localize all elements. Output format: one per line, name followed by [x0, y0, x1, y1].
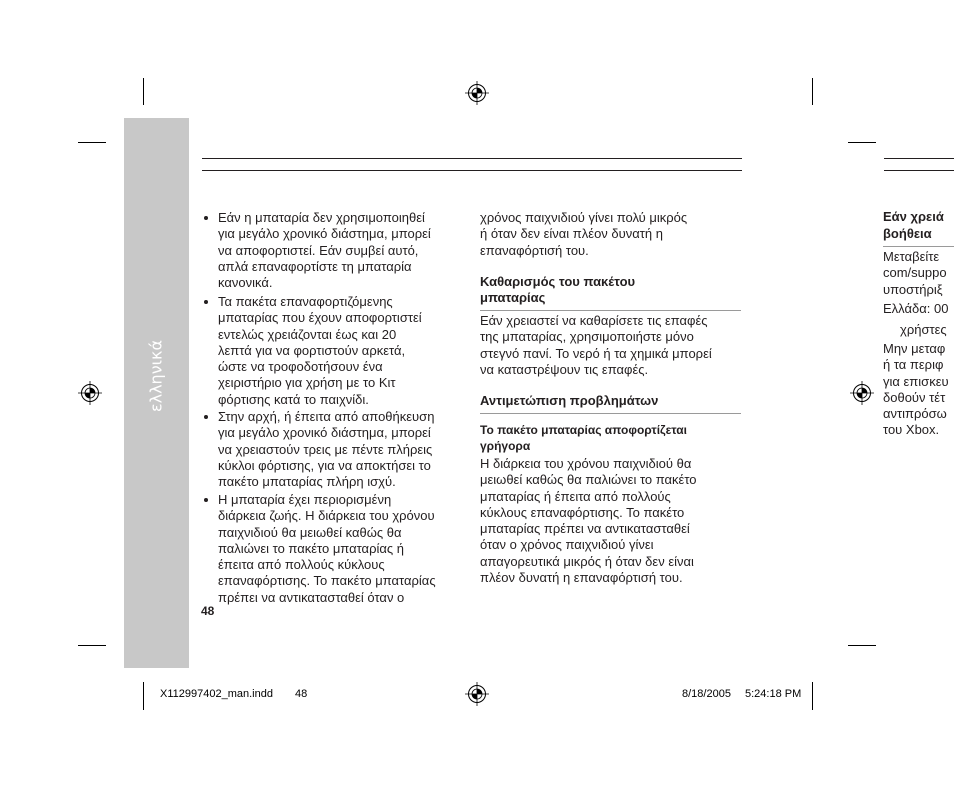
text-line: μπαταρίας πρέπει να αντικατασταθεί — [480, 521, 690, 537]
subheading-line: γρήγορα — [480, 439, 531, 453]
bullet-icon — [204, 415, 208, 419]
bullet-icon — [204, 216, 208, 220]
text-line: κύκλοι φόρτισης, για να αποκτήσει το — [218, 457, 431, 473]
heading-line: μπαταρίας — [480, 290, 546, 306]
section-divider — [480, 413, 741, 414]
section-divider — [480, 310, 741, 311]
text-line: εντελώς χρειάζονται έως και 20 — [218, 326, 397, 342]
crop-mark — [143, 78, 144, 105]
crop-mark — [848, 142, 876, 143]
text-line: για μεγάλο χρονικό διάστημα, μπορεί — [218, 425, 431, 441]
registration-mark-icon — [849, 380, 875, 406]
text-line: ή όταν δεν είναι πλέον δυνατή η — [480, 226, 663, 242]
text-line: παιχνιδιού θα μειωθεί καθώς θα — [218, 524, 402, 540]
slug-time: 5:24:18 PM — [745, 688, 802, 700]
registration-mark-icon — [77, 380, 103, 406]
page-number: 48 — [201, 604, 215, 618]
text-line: χειριστήριο για χρήση με το Κιτ — [218, 375, 396, 391]
bullet-item — [218, 294, 422, 408]
crop-mark — [848, 645, 876, 646]
text-line: com/suppo — [883, 265, 947, 280]
crop-mark — [812, 78, 813, 105]
text-line: Η διάρκεια του χρόνου παιχνιδιού θα — [480, 456, 692, 471]
text-line: Μην μεταφ — [883, 341, 946, 356]
text-line: του Xbox. — [883, 422, 940, 437]
continued-paragraph — [480, 210, 687, 259]
crop-mark — [78, 645, 106, 646]
text-line: ώστε να τροφοδοτήσουν ένα — [218, 359, 383, 375]
text-line: για μεγάλο χρονικό διάστημα, μπορεί — [218, 226, 431, 242]
bullet-item — [218, 492, 436, 606]
section-divider — [883, 246, 954, 247]
text-line: Στην αρχή, ή έπειτα από αποθήκευση — [218, 409, 435, 424]
text-line: κύκλους επαναφόρτισης. Το πακέτο — [480, 504, 685, 520]
text-line: διάρκεια ζωής. Η διάρκεια του χρόνου — [218, 508, 435, 524]
bullet-icon — [204, 498, 208, 502]
text-line: έπειτα από πολλούς κύκλους — [218, 557, 385, 573]
text-line: της μπαταρίας, χρησιμοποιήστε μόνο — [480, 329, 694, 345]
text-line: χρόνος παιχνιδιού γίνει πολύ μικρός — [480, 210, 688, 225]
text-line: μπαταρίας ή έπειτα από πολλούς — [480, 488, 671, 504]
language-tab-label: ελληνικά — [146, 339, 166, 413]
next-page-column — [883, 200, 954, 460]
crop-mark — [143, 682, 144, 710]
subheading — [480, 422, 687, 454]
text-line: όταν ο χρόνος παιχνιδιού γίνει — [480, 537, 654, 553]
bullet-icon — [204, 300, 208, 304]
slug-date: 8/18/2005 — [682, 688, 731, 700]
text-line: χρήστες — [900, 322, 947, 337]
text-line: πακέτο μπαταρίας πλήρη ισχύ. — [218, 474, 396, 490]
text-line: Εάν η μπαταρία δεν χρησιμοποιηθεί — [218, 210, 425, 225]
text-line: να καταστρέψουν τις επαφές. — [480, 361, 649, 377]
crop-mark — [78, 142, 106, 143]
header-rule — [202, 170, 742, 171]
text-line: μειωθεί καθώς θα παλιώνει το πακέτο — [480, 472, 697, 488]
text-line: πλέον δυνατή η επαναφόρτισή του. — [480, 570, 683, 586]
heading-line: Καθαρισμός του πακέτου — [480, 274, 636, 289]
section-heading — [480, 274, 635, 307]
text-line: ή τα περιφ — [883, 357, 944, 372]
subheading-line: Το πακέτο μπαταρίας αποφορτίζεται — [480, 423, 688, 437]
text-line: μπαταρίας που έχουν αποφορτιστεί — [218, 310, 422, 326]
bullet-item — [218, 210, 431, 291]
header-rule — [884, 158, 954, 159]
text-line: Εάν χρειαστεί να καθαρίσετε τις επαφές — [480, 313, 708, 328]
paragraph — [480, 456, 697, 586]
text-line: στεγνό πανί. Το νερό ή τα χημικά μπορεί — [480, 345, 712, 361]
section-heading: Αντιμετώπιση προβλημάτων — [480, 393, 659, 408]
text-line: για επισκευ — [883, 374, 949, 389]
text-line: υποστήριξ — [883, 282, 943, 297]
text-line: Η μπαταρία έχει περιορισμένη — [218, 492, 392, 507]
text-line: να χρειαστούν τρεις με πέντε πλήρεις — [218, 441, 433, 457]
text-line: επαναφόρτισης. Το πακέτο μπαταρίας — [218, 573, 436, 589]
text-line: αντιπρόσω — [883, 406, 947, 421]
text-line: απαγορευτικά μικρός ή όταν δεν είναι — [480, 553, 694, 569]
text-line: φόρτισης κατά το παιχνίδι. — [218, 391, 369, 407]
text-line: απλά επαναφορτίστε τη μπαταρία — [218, 258, 412, 274]
bullet-item — [218, 409, 434, 490]
text-line: Τα πακέτα επαναφορτιζόμενης — [218, 294, 393, 309]
text-line: Μεταβείτε — [883, 249, 940, 264]
registration-mark-icon — [464, 80, 490, 106]
header-rule — [202, 158, 742, 159]
text-line: λεπτά για να φορτιστούν αρκετά, — [218, 342, 406, 358]
text-line: παλιώνει το πακέτο μπαταρίας ή — [218, 540, 404, 556]
text-line: επαναφόρτισή του. — [480, 242, 589, 258]
text-line: κανονικά. — [218, 275, 273, 291]
language-tab — [124, 118, 189, 668]
slug-page-number: 48 — [295, 688, 308, 700]
header-rule — [884, 170, 954, 171]
paragraph — [480, 313, 712, 378]
crop-mark — [812, 682, 813, 710]
text-line: πρέπει να αντικατασταθεί όταν ο — [218, 589, 405, 605]
text-line: να αποφορτιστεί. Εάν συμβεί αυτό, — [218, 242, 419, 258]
heading-line: Εάν χρειά — [883, 209, 944, 224]
registration-mark-icon — [464, 681, 490, 707]
heading-line: βοήθεια — [883, 226, 932, 241]
text-line: Ελλάδα: 00 — [883, 301, 949, 316]
text-line: δοθούν τέτ — [883, 390, 946, 405]
slug-filename: X112997402_man.indd — [160, 688, 273, 700]
